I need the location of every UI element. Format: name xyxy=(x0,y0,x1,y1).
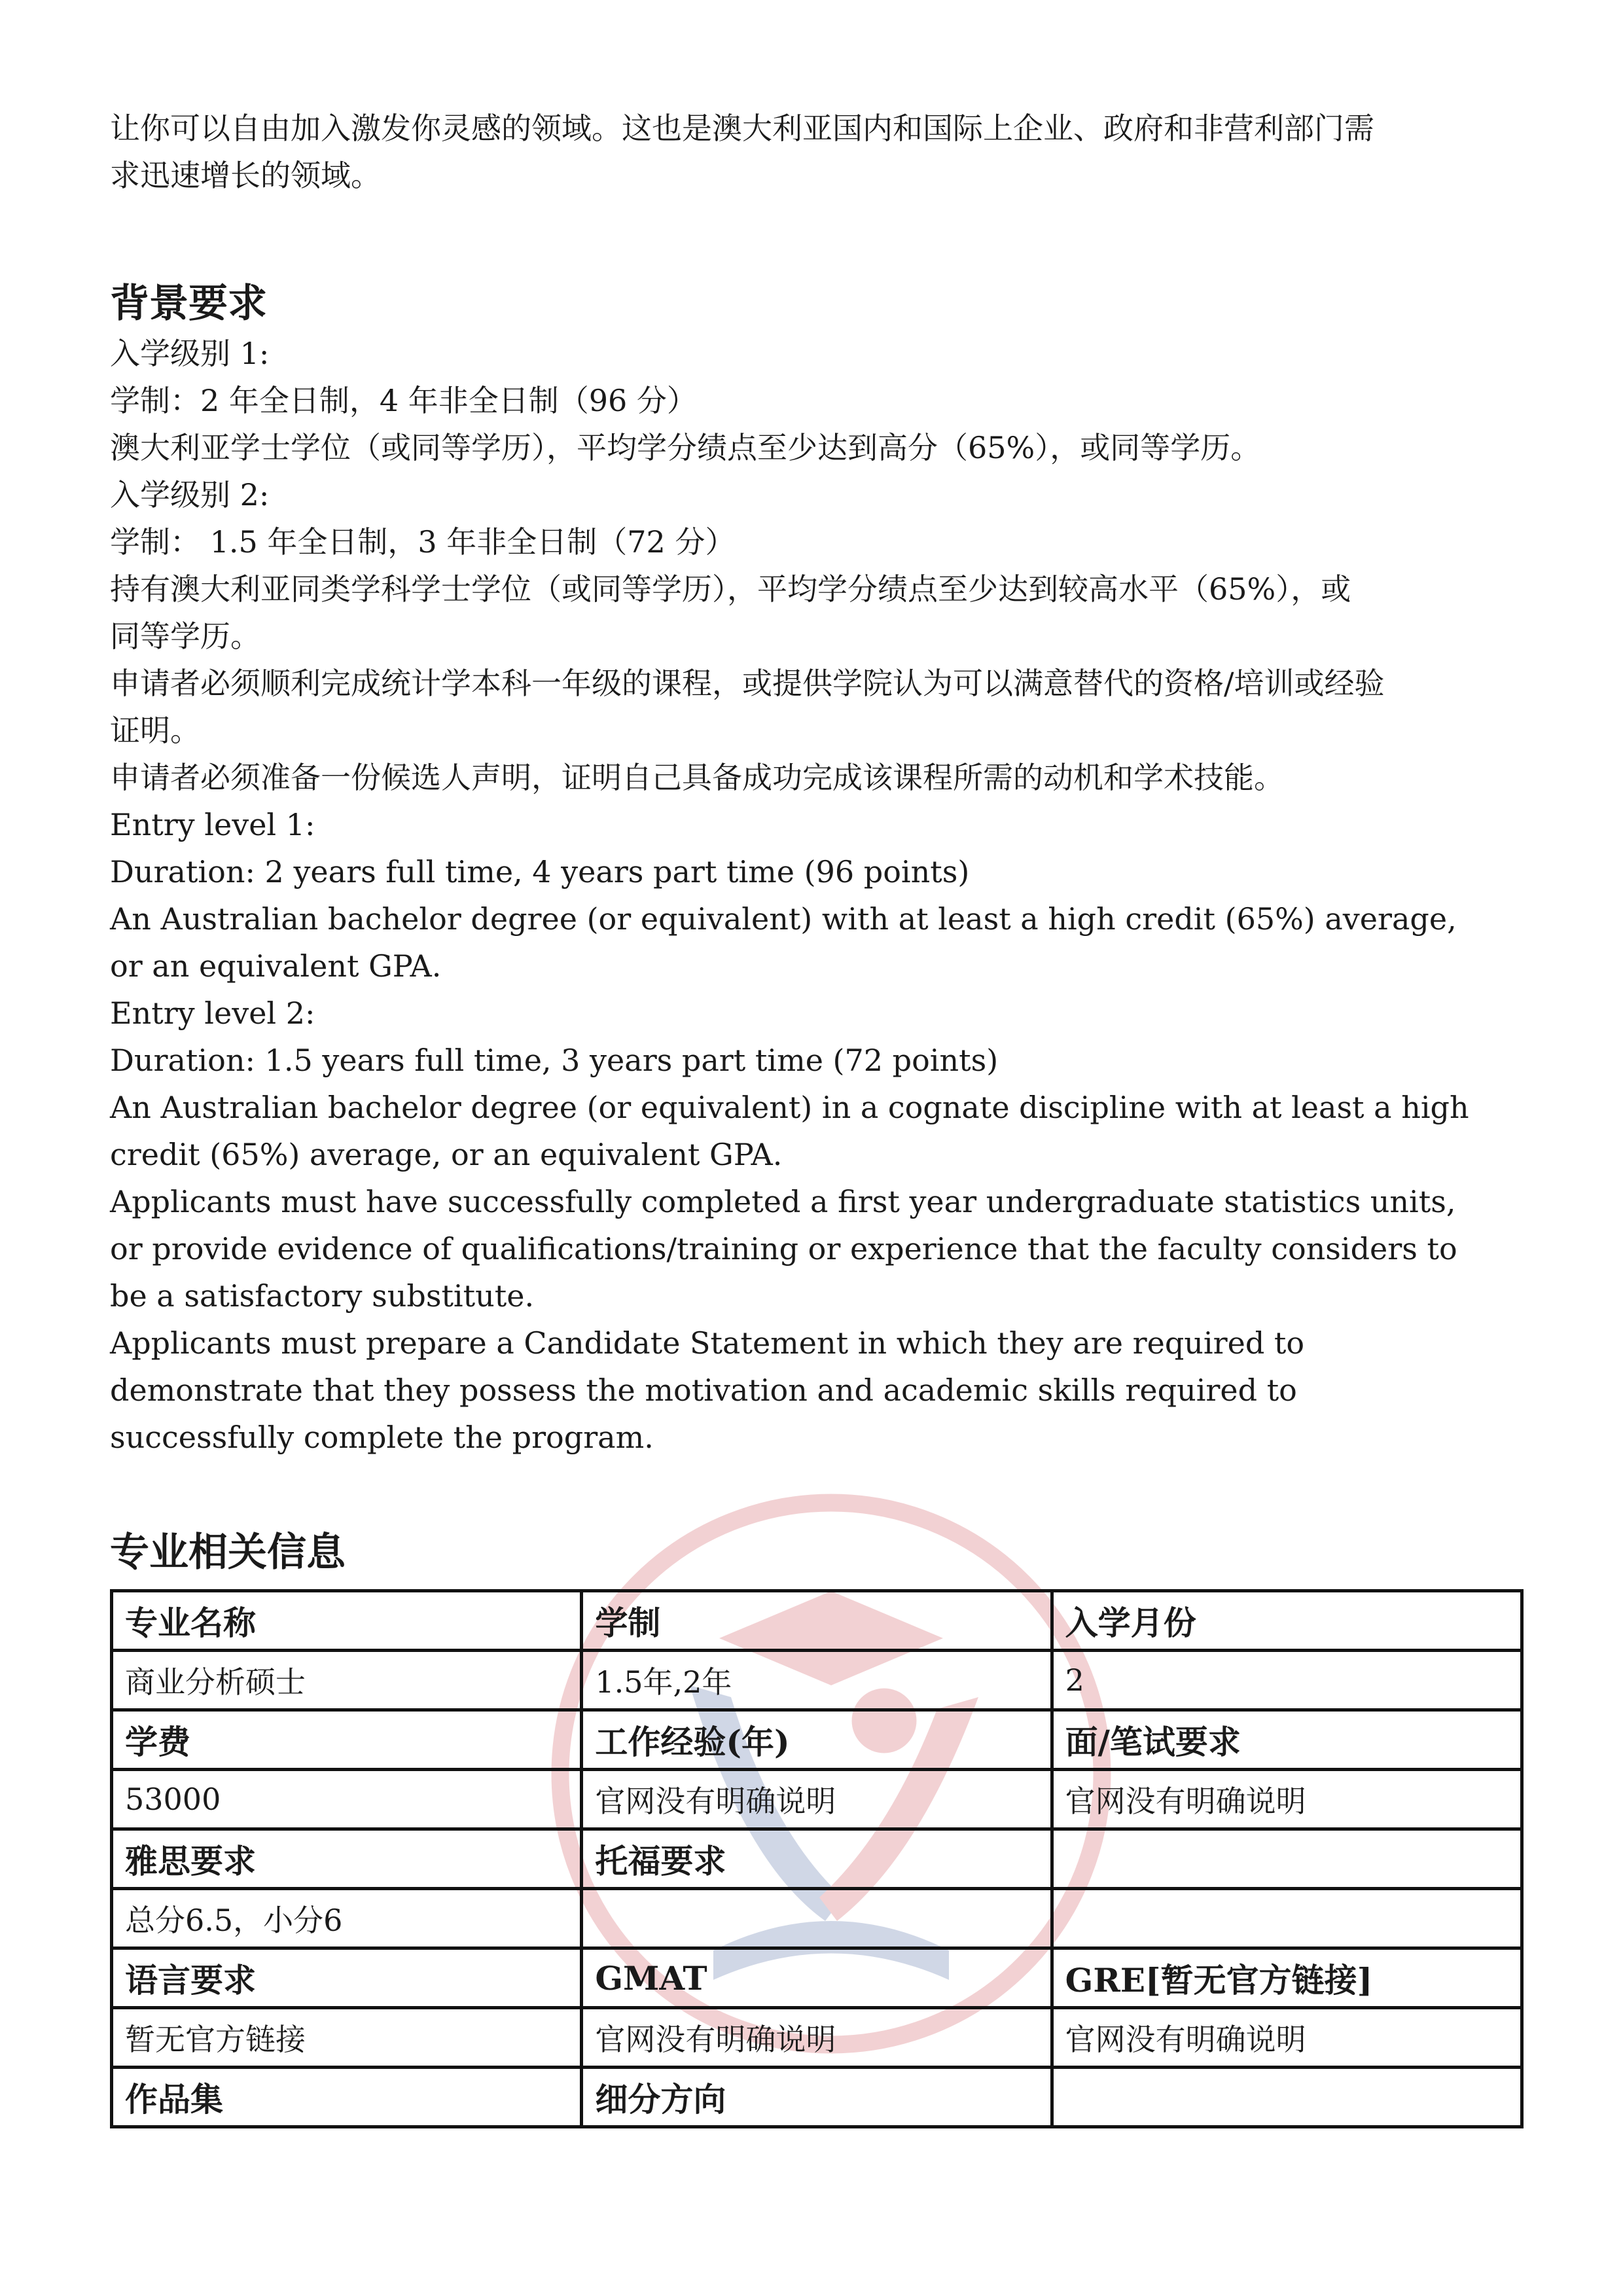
requirement-line: credit (65%) average, or an equivalent GPA. xyxy=(110,1137,783,1172)
requirement-line: 证明。 xyxy=(110,713,200,748)
table-cell: 入学月份 xyxy=(1052,1591,1522,1651)
requirement-line: Applicants must prepare a Candidate Statement in which they are required to xyxy=(110,1325,1305,1361)
background-heading: 背景要求 xyxy=(110,281,267,327)
requirement-line: 学制： 1.5 年全日制，3 年非全日制（72 分） xyxy=(110,524,736,560)
table-cell: 语言要求 xyxy=(112,1948,582,2008)
requirement-line: 申请者必须顺利完成统计学本科一年级的课程，或提供学院认为可以满意替代的资格/培训或经验 xyxy=(110,666,1385,701)
requirement-line: 入学级别 2: xyxy=(110,477,270,512)
program-info-heading: 专业相关信息 xyxy=(110,1530,346,1575)
requirement-line: 入学级别 1: xyxy=(110,336,270,371)
intro-line: 让你可以自由加入激发你灵感的领域。这也是澳大利亚国内和国际上企业、政府和非营利部门需 xyxy=(110,111,1374,146)
requirement-line: 同等学历。 xyxy=(110,619,260,654)
table-cell: 细分方向 xyxy=(582,2068,1052,2127)
table-cell: 面/笔试要求 xyxy=(1052,1710,1522,1770)
intro-line: 求迅速增长的领域。 xyxy=(110,158,381,193)
requirement-line: demonstrate that they possess the motivation and academic skills required to xyxy=(110,1372,1297,1408)
table-cell: GRE[暂无官方链接] xyxy=(1052,1948,1522,2008)
table-row xyxy=(112,1710,1522,1770)
requirement-line: successfully complete the program. xyxy=(110,1420,654,1455)
table-cell: 总分6.5，小分6 xyxy=(112,1889,582,1948)
table-cell: 暂无官方链接 xyxy=(112,2008,582,2068)
background-requirements xyxy=(110,330,1524,1461)
requirement-line: or provide evidence of qualifications/training or experience that the faculty considers to xyxy=(110,1231,1457,1266)
intro-paragraph xyxy=(110,105,1524,199)
document-page xyxy=(110,105,1524,2128)
table-row xyxy=(112,1651,1522,1710)
requirement-line: 澳大利亚学士学位（或同等学历），平均学分绩点至少达到高分（65%），或同等学历。 xyxy=(110,430,1261,465)
table-cell xyxy=(1052,2068,1522,2127)
table-cell: 学制 xyxy=(582,1591,1052,1651)
requirement-line: or an equivalent GPA. xyxy=(110,948,442,984)
table-cell: 官网没有明确说明 xyxy=(1052,1770,1522,1829)
table-row xyxy=(112,1591,1522,1651)
requirement-line: 申请者必须准备一份候选人声明，证明自己具备成功完成该课程所需的动机和学术技能。 xyxy=(110,760,1284,795)
table-cell xyxy=(1052,1829,1522,1889)
table-cell: GMAT xyxy=(582,1948,1052,2008)
table-cell: 1.5年,2年 xyxy=(582,1651,1052,1710)
table-cell: 53000 xyxy=(112,1770,582,1829)
requirement-line: Entry level 1: xyxy=(110,807,315,842)
table-cell: 学费 xyxy=(112,1710,582,1770)
table-cell xyxy=(582,1889,1052,1948)
table-cell: 官网没有明确说明 xyxy=(1052,2008,1522,2068)
program-info-table xyxy=(110,1589,1524,2128)
requirement-line: 持有澳大利亚同类学科学士学位（或同等学历），平均学分绩点至少达到较高水平（65%），或 xyxy=(110,571,1351,607)
table-row xyxy=(112,1889,1522,1948)
table-cell: 官网没有明确说明 xyxy=(582,1770,1052,1829)
requirement-line: An Australian bachelor degree (or equivalent) with at least a high credit (65%) average, xyxy=(110,901,1457,937)
table-row xyxy=(112,1770,1522,1829)
table-cell: 作品集 xyxy=(112,2068,582,2127)
table-row xyxy=(112,1948,1522,2008)
requirement-line: Applicants must have successfully completed a first year undergraduate statistics units, xyxy=(110,1184,1456,1219)
table-cell: 工作经验(年) xyxy=(582,1710,1052,1770)
requirement-line: be a satisfactory substitute. xyxy=(110,1278,535,1314)
table-row xyxy=(112,1829,1522,1889)
requirement-line: Duration: 2 years full time, 4 years part time (96 points) xyxy=(110,854,970,889)
table-cell: 专业名称 xyxy=(112,1591,582,1651)
table-cell: 2 xyxy=(1052,1651,1522,1710)
table-cell: 商业分析硕士 xyxy=(112,1651,582,1710)
table-cell: 托福要求 xyxy=(582,1829,1052,1889)
requirement-line: 学制：2 年全日制，4 年非全日制（96 分） xyxy=(110,383,697,418)
requirement-line: An Australian bachelor degree (or equivalent) in a cognate discipline with at least a high xyxy=(110,1090,1469,1125)
table-row xyxy=(112,2068,1522,2127)
requirement-line: Entry level 2: xyxy=(110,996,315,1031)
table-cell: 雅思要求 xyxy=(112,1829,582,1889)
table-cell xyxy=(1052,1889,1522,1948)
table-row xyxy=(112,2008,1522,2068)
table-cell: 官网没有明确说明 xyxy=(582,2008,1052,2068)
requirement-line: Duration: 1.5 years full time, 3 years part time (72 points) xyxy=(110,1043,999,1078)
